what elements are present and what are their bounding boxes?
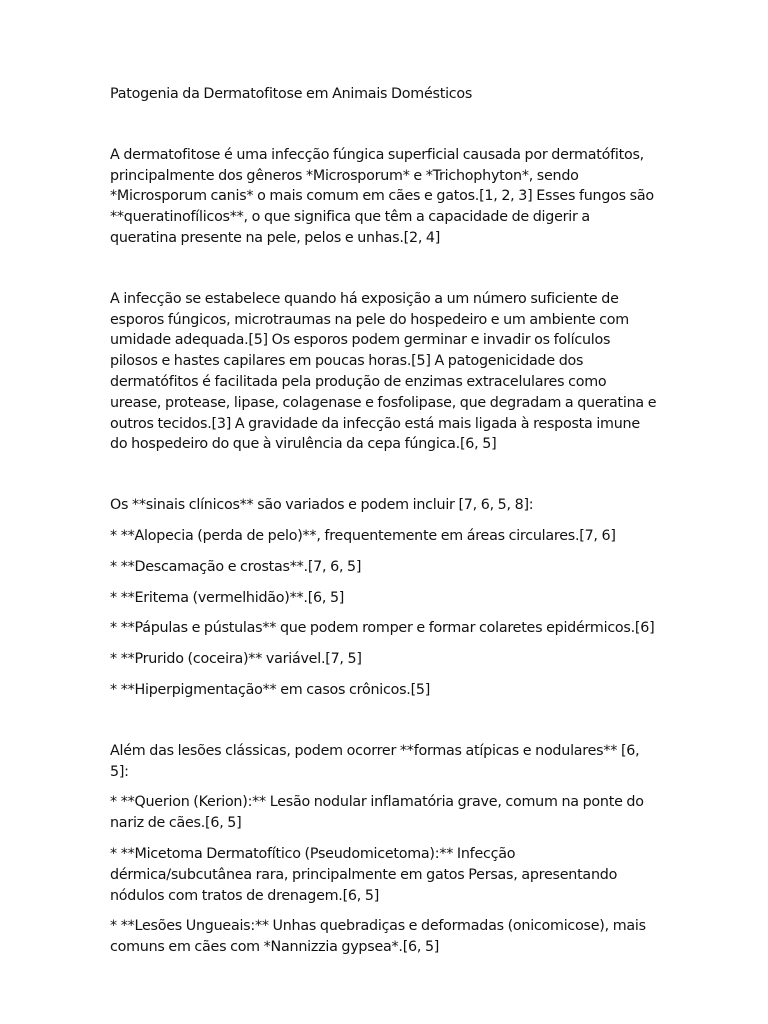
- list-item: * **Eritema (vermelhidão)**.[6, 5]: [110, 589, 345, 606]
- paragraph-introduction: A dermatofitose é uma infecção fúngica superficial causada por dermatófitos, principalmente dos gêneros *Microsporum* e *Trichophyton*, sendo *Microsporum canis* o mais comum em cães e gatos.[1, 2, 3] Esses fungos são **queratinofílicos**, o que significa que têm a capacidade de digerir a queratina presente na pele, pelos e unhas.[2, 4]: [110, 146, 654, 246]
- list-item: * **Lesões Ungueais:** Unhas quebradiças e deformadas (onicomicose), mais comuns em cães com *Nannizzia gypsea*.[6, 5]: [110, 918, 646, 956]
- list-item: * **Micetoma Dermatofítico (Pseudomicetoma):** Infecção dérmica/subcutânea rara, principalmente em gatos Persas, apresentando nódulos com tratos de drenagem.[6, 5]: [110, 845, 618, 904]
- atypical-forms-list: [110, 792, 660, 958]
- document-body: [110, 84, 660, 958]
- document-title: Patogenia da Dermatofitose em Animais Domésticos: [110, 86, 473, 102]
- list-item: * **Alopecia (perda de pelo)**, frequentemente em áreas circulares.[7, 6]: [110, 527, 616, 544]
- list-item: * **Prurido (coceira)** variável.[7, 5]: [110, 651, 362, 668]
- atypical-forms-intro: Além das lesões clássicas, podem ocorrer **formas atípicas e nodulares** [6, 5]:: [110, 742, 640, 780]
- clinical-signs-intro: Os **sinais clínicos** são variados e podem incluir [7, 6, 5, 8]:: [110, 497, 534, 514]
- list-item: * **Hiperpigmentação** em casos crônicos.[5]: [110, 681, 431, 698]
- list-item: * **Descamação e crostas**.[7, 6, 5]: [110, 558, 362, 575]
- list-item: * **Pápulas e pústulas** que podem romper e formar colaretes epidérmicos.[6]: [110, 620, 655, 637]
- paragraph-pathogenesis: A infecção se estabelece quando há exposição a um número suficiente de esporos fúngicos, microtraumas na pele do hospedeiro e um ambiente com umidade adequada.[5] Os esporos podem germinar e invadir os folículos pilosos e hastes capilares em poucas horas.[5] A patogenicidade dos dermatófitos é facilitada pela produção de enzimas extracelulares como urease, protease, lipase, colagenase e fosfolipase, que degradam a queratina e outros tecidos.[3] A gravidade da infecção está mais ligada à resposta imune do hospedeiro do que à virulência da cepa fúngica.[6, 5]: [110, 290, 657, 453]
- clinical-signs-list: [110, 526, 660, 701]
- list-item: * **Querion (Kerion):** Lesão nodular inflamatória grave, comum na ponte do nariz de cães.[6, 5]: [110, 794, 644, 832]
